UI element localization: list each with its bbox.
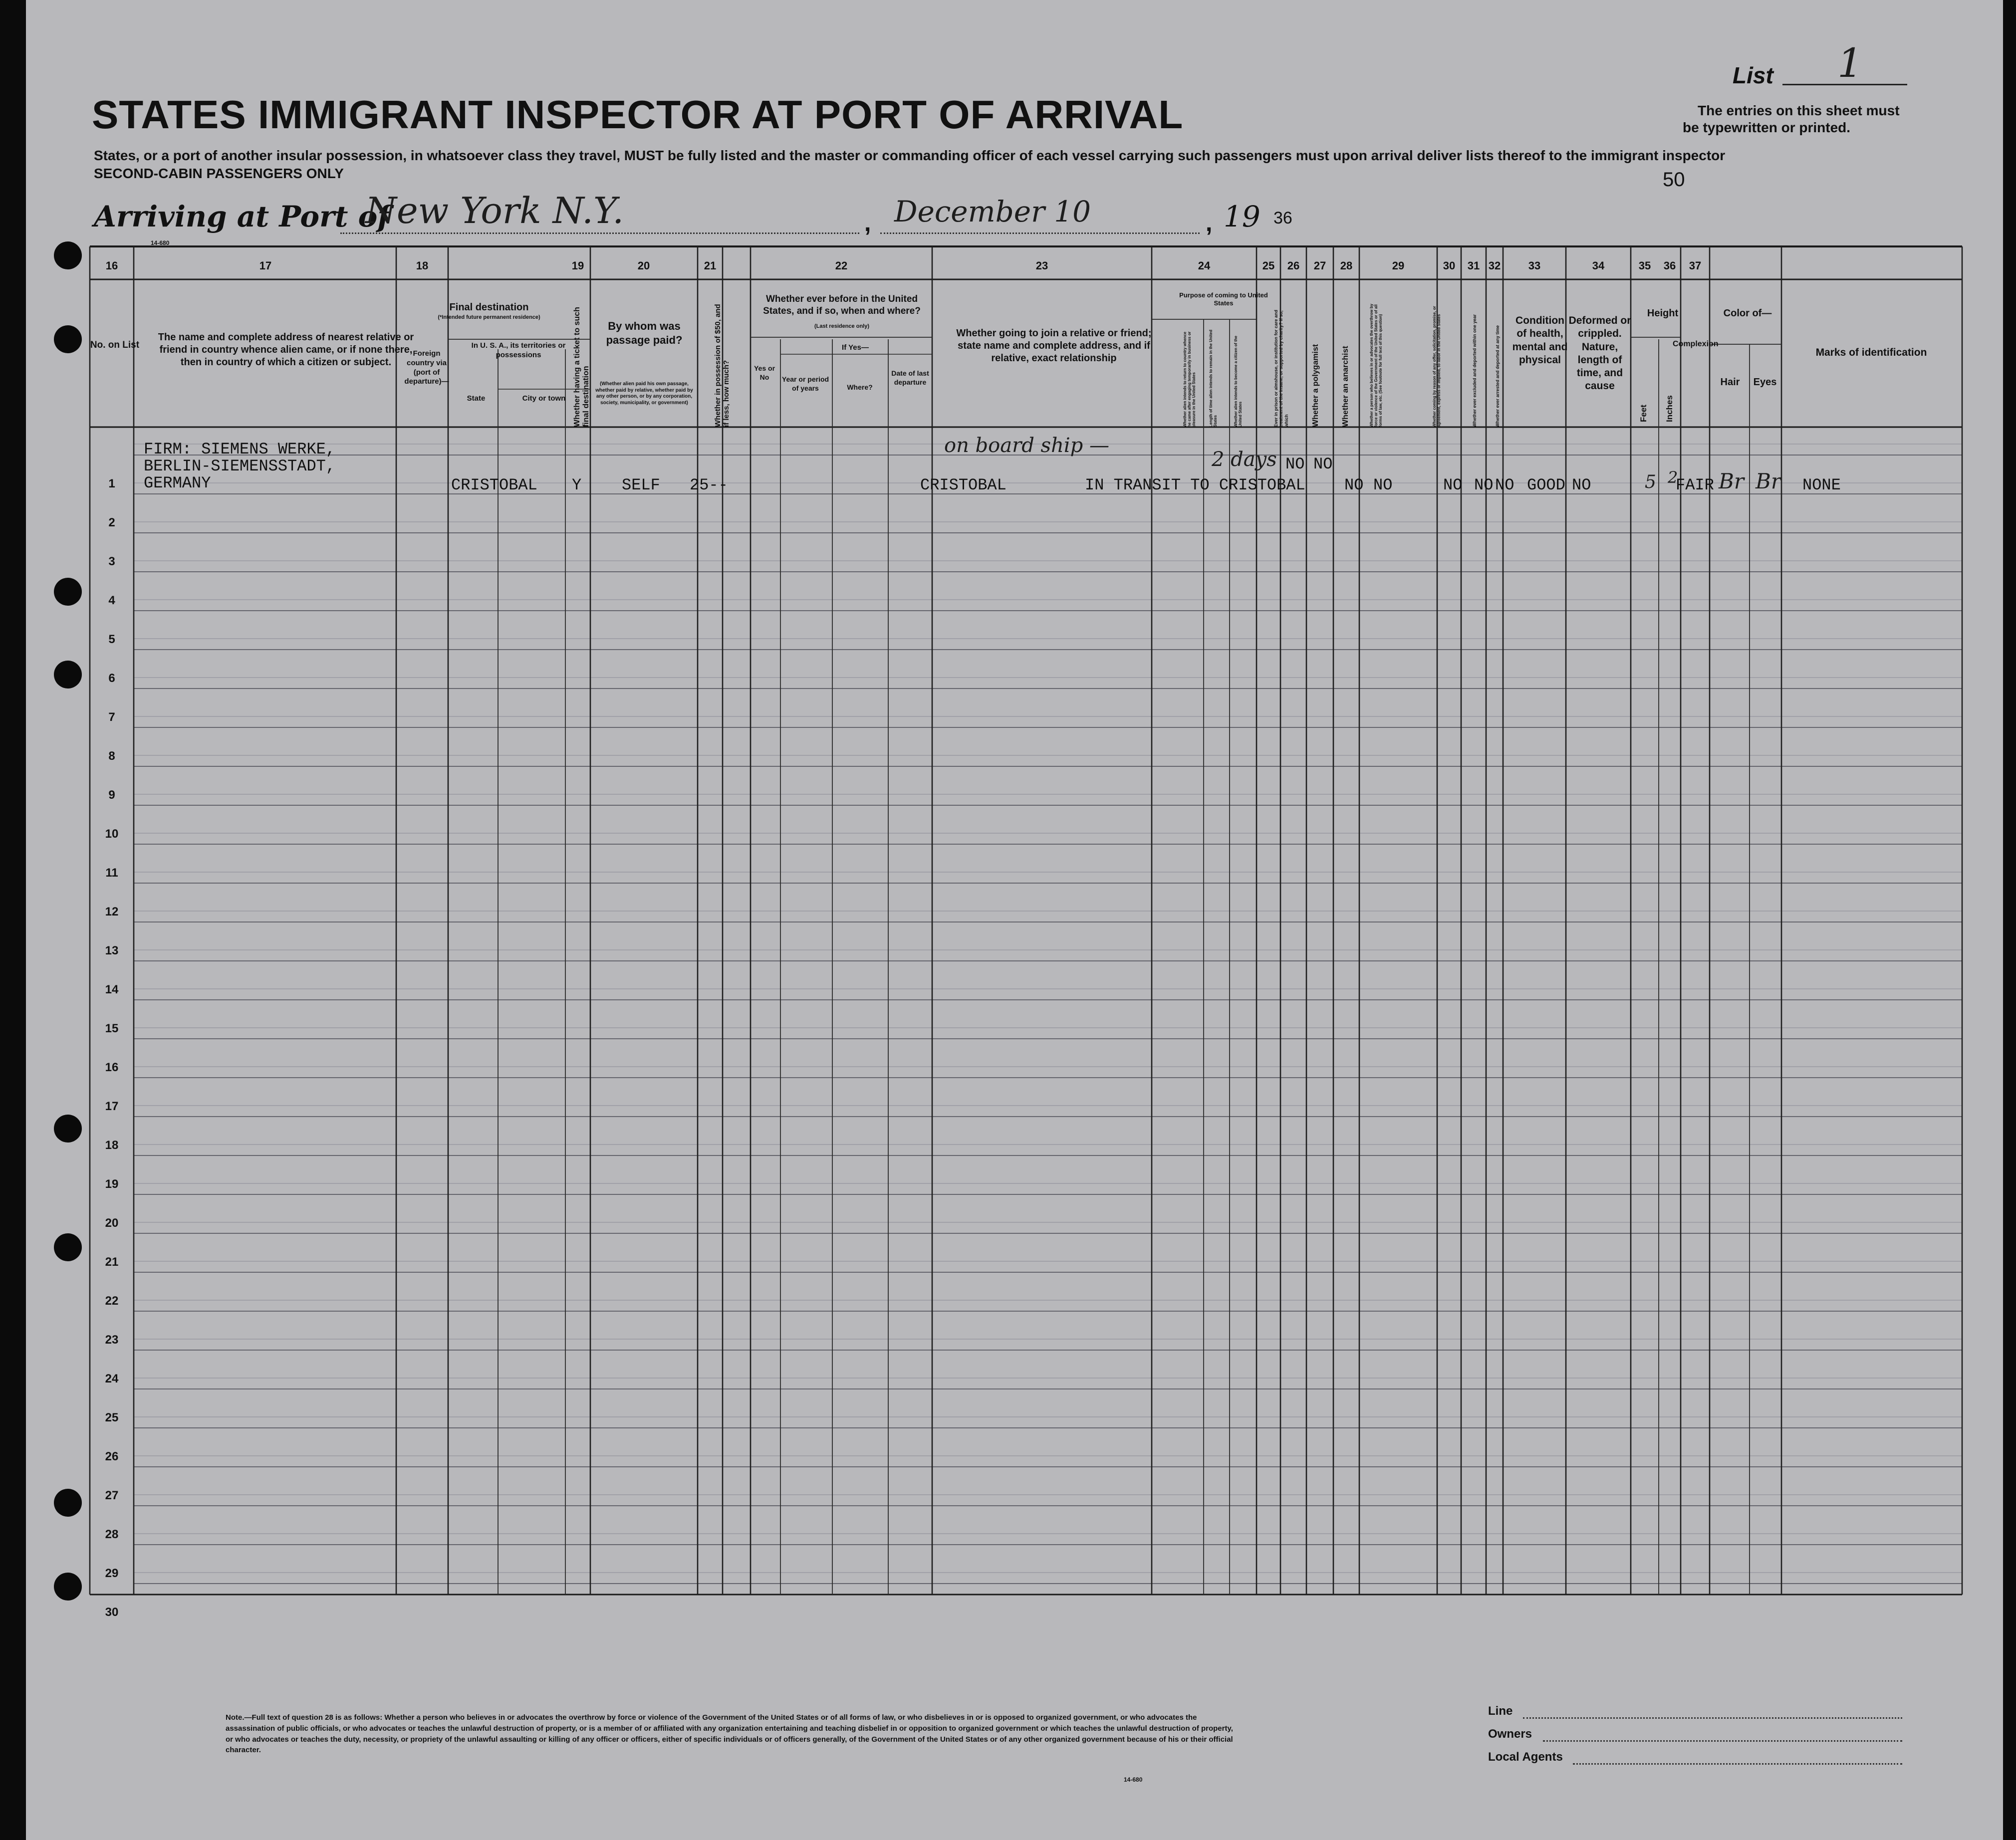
header-in-usa: In U. S. A., its territories or possessions: [471, 341, 566, 359]
header-final-destination-sub: (*Intended future permanent residence): [438, 314, 540, 320]
column-number: 31: [1467, 259, 1480, 272]
header-arrested: Whether ever arrested and deported at any time: [1495, 325, 1500, 427]
row-number: 8: [108, 749, 115, 763]
row-number: 19: [105, 1177, 119, 1191]
row-number: 1: [108, 477, 115, 490]
column-number: 19: [571, 259, 584, 272]
header-prison: Ever in prison or almshouse, or institution for care and treatment of the insane, or supported by charity? If so, which: [1273, 309, 1289, 427]
entry-relative-line1: FIRM: SIEMENS WERKE,: [144, 440, 336, 459]
header-city: City or town: [522, 394, 566, 403]
column-number: 34: [1592, 259, 1605, 272]
row-number: 16: [105, 1061, 119, 1074]
entry-city: CRISTOBAL: [451, 476, 537, 494]
footer-line-rule: [1523, 1717, 1902, 1719]
row-number: 23: [105, 1333, 119, 1347]
column-number: 25: [1262, 259, 1275, 272]
header-inches: Inches: [1665, 395, 1674, 422]
binder-hole: [54, 578, 82, 606]
binder-hole: [54, 1573, 82, 1601]
row-number: 3: [108, 555, 115, 568]
row-number: 20: [105, 1216, 119, 1230]
row-number: 10: [105, 827, 119, 841]
row-number: 5: [108, 633, 115, 646]
header-by-whom: By whom was passage paid?: [606, 320, 683, 346]
column-number: 30: [1443, 259, 1456, 272]
row-number: 4: [108, 594, 115, 607]
entry-polygamist: NO: [1313, 455, 1333, 473]
year-suffix: 36: [1273, 209, 1292, 228]
column-number: 28: [1340, 259, 1353, 272]
column-number: 17: [259, 259, 272, 272]
stamp-number: 50: [1663, 169, 1685, 191]
column-number: 29: [1392, 259, 1405, 272]
footer-line-label: Line: [1488, 1704, 1513, 1718]
row-number: 9: [108, 788, 115, 802]
header-ticket: Whether having a ticket to such final destination: [573, 307, 591, 427]
header-marks: Marks of identification: [1815, 347, 1927, 358]
header-purpose-a: Whether alien intends to return to country whence he came after engaging temporarily in business or pleasure in the United States: [1183, 331, 1197, 427]
header-anarchist: Whether an anarchist: [1341, 346, 1350, 427]
binder-hole: [54, 241, 82, 269]
header-height: Height: [1647, 308, 1679, 319]
row-number: 14: [105, 983, 119, 996]
header-no-on-list: No. on List: [90, 340, 140, 350]
header-excluded: Whether ever excluded and deported within one year: [1472, 314, 1477, 427]
footer-agents-rule: [1573, 1763, 1902, 1765]
row-number: 12: [105, 905, 119, 919]
arriving-label: Arriving at Port of: [94, 200, 390, 233]
header-eyes: Eyes: [1753, 377, 1777, 388]
header-condition: Condition of health, mental and physical: [1512, 315, 1568, 366]
column-number: 22: [835, 259, 848, 272]
entry-marks: NONE: [1802, 476, 1841, 494]
row-number: 11: [105, 866, 118, 880]
row-number: 26: [105, 1450, 119, 1463]
header-year-period: Year or period of years: [781, 375, 829, 392]
column-number: 36: [1663, 259, 1676, 272]
header-ever-before-sub: (Last residence only): [814, 323, 870, 329]
entry-eyes: Br: [1756, 469, 1781, 493]
entry-inches: 2: [1668, 468, 1678, 487]
entry-relative-line3: GERMANY: [144, 474, 211, 492]
row-number: 15: [105, 1022, 119, 1035]
footnote: Note.—Full text of question 28 is as follows: Whether a person who believes in or advocates the overthrow by force or violence of the Government of the United States or of all forms of law, or who disbelieves in or is opposed to organized government, or who advocates the assassination of public officials, or who advocates or teaches the unlawful destruction of property, or is a member of or affiliated with any organization entertaining and teaching disbelief in or opposition to organized government or which teaches the unlawful destruction of property, or who advocates or teaches the duty, necessity, or propriety of the unlawful assaulting or killing of any officer or officers, either of specific individuals or of officers generally, of the Government of the United States or of any other organized government because of his or their official character.: [226, 1713, 1233, 1755]
instructions: States, or a port of another insular possession, in whatsoever class they travel, MUST be fully listed and the master or commanding officer of each vessel carrying such passengers must upon arrival deliver lists thereof to the immigrant inspector: [94, 148, 1726, 163]
row-number: 29: [105, 1567, 119, 1580]
entry-excluded: NO: [1474, 476, 1494, 494]
row-number: 28: [105, 1528, 119, 1541]
row-number: 17: [105, 1100, 119, 1113]
header-by-whom-sub: (Whether alien paid his own passage, whether paid by relative, whether paid by any other person, or by any corporation, society, municipality, or government): [595, 381, 693, 406]
header-offer: Whether coming by reason of any offer, solicitation, promise, or agreement, express or implied, to labor in the United States: [1432, 306, 1442, 427]
year-prefix: 19: [1224, 200, 1260, 233]
header-polygamist: Whether a polygamist: [1311, 344, 1320, 427]
binder-hole: [54, 1115, 82, 1143]
port-line: [340, 232, 859, 234]
header-purpose-c: Whether alien intends to become a citizen of the United States: [1234, 335, 1243, 427]
header-purpose: Purpose of coming to United States: [1179, 291, 1268, 307]
entry-stay-handwritten: 2 days: [1212, 448, 1277, 471]
header-joining: Whether going to join a relative or friend; state name and complete address, and if relative, exact relationship: [956, 328, 1152, 364]
entry-joining: CRISTOBAL: [920, 476, 1007, 494]
entry-note-handwritten: on board ship —: [944, 434, 1109, 457]
row-number: 24: [105, 1372, 119, 1385]
row-number: 18: [105, 1139, 119, 1152]
column-number: 16: [105, 259, 118, 272]
binder-hole: [54, 1489, 82, 1517]
list-label: List: [1733, 62, 1773, 88]
column-number: 33: [1528, 259, 1541, 272]
column-number: 18: [416, 259, 429, 272]
header-feet: Feet: [1639, 405, 1648, 422]
sheet-must-note: The entries on this sheet must: [1698, 103, 1900, 118]
entry-hair: Br: [1719, 469, 1744, 493]
entry-offer: NO: [1443, 476, 1463, 494]
entry-deformed: NO: [1572, 476, 1591, 494]
entry-anarchist: NO: [1344, 476, 1364, 494]
list-number: 1: [1837, 40, 1863, 86]
date-value: December 10: [894, 195, 1091, 229]
footer-owners-label: Owners: [1488, 1727, 1532, 1741]
header-deformed: Deformed or crippled. Nature, length of time, and cause: [1568, 315, 1631, 392]
binder-hole: [54, 1233, 82, 1261]
entry-transit: IN TRANSIT TO CRISTOBAL: [1085, 476, 1305, 494]
header-purpose-b: Length of time alien intends to remain in the United States: [1209, 329, 1218, 427]
footer-owners-rule: [1543, 1740, 1902, 1742]
column-number: 35: [1638, 259, 1651, 272]
header-date-departure: Date of last departure: [891, 369, 929, 386]
cabin-class: SECOND-CABIN PASSENGERS ONLY: [94, 166, 344, 181]
row-number: 7: [108, 710, 115, 724]
column-number: 37: [1689, 259, 1702, 272]
entry-complexion: FAIR: [1676, 476, 1714, 494]
form-title: STATES IMMIGRANT INSPECTOR AT PORT OF ARRIVAL: [92, 92, 1184, 137]
column-number: 20: [637, 259, 650, 272]
header-complexion: Complexion: [1673, 340, 1719, 348]
entry-arrested: NO: [1495, 476, 1514, 494]
row-number: 21: [105, 1255, 119, 1269]
header-foreign-country: Foreign country via (port of departure)—: [404, 349, 449, 386]
header-yes-no: Yes or No: [754, 364, 775, 381]
date-line: [880, 232, 1200, 234]
comma-1: ,: [864, 210, 871, 236]
header-state: State: [467, 394, 486, 403]
header-ever-before: Whether ever before in the United States, and if so, when and where?: [763, 294, 921, 316]
header-final-destination: Final destination: [449, 302, 529, 313]
column-number: 27: [1313, 259, 1326, 272]
header-if-yes: If Yes—: [842, 343, 869, 352]
row-number: 6: [108, 672, 115, 685]
column-number: 23: [1035, 259, 1048, 272]
sheet-typewritten-note: be typewritten or printed.: [1683, 120, 1851, 135]
entry-relative-line2: BERLIN-SIEMENSSTADT,: [144, 457, 336, 475]
row-number: 13: [105, 944, 119, 957]
footer-agents-label: Local Agents: [1488, 1750, 1563, 1764]
port-value: New York N.Y.: [365, 190, 624, 231]
row-number: 2: [108, 516, 115, 529]
table-grid: [26, 0, 2003, 1840]
manifest-sheet: [26, 0, 2003, 1840]
entry-feet: 5: [1645, 472, 1656, 492]
comma-2: ,: [1206, 210, 1213, 236]
entry-overthrow: NO: [1373, 476, 1393, 494]
entry-prison: NO: [1285, 455, 1305, 473]
column-number: 21: [704, 259, 717, 272]
entry-condition: GOOD: [1527, 476, 1565, 494]
footer-code: 14-680: [1124, 1776, 1143, 1783]
header-where: Where?: [847, 383, 873, 391]
header-color-of: Color of—: [1723, 308, 1772, 319]
entry-ticket: Y: [572, 476, 582, 494]
column-number: 26: [1287, 259, 1300, 272]
header-overthrow: Whether a person who believes in or advocates the overthrow by force or violence of the Government of the United States or of all forms of law, etc. (See footnote for full text of this question): [1369, 303, 1383, 427]
entry-money: 25--: [690, 476, 728, 494]
column-number: 24: [1198, 259, 1211, 272]
header-money: Whether in possession of $50, and if less, how much?: [714, 304, 731, 427]
form-code-top: 14-680: [151, 239, 170, 246]
row-number: 25: [105, 1411, 119, 1424]
column-number: 32: [1488, 259, 1501, 272]
entry-paid-by: SELF: [622, 476, 660, 494]
row-number: 27: [105, 1489, 119, 1502]
header-hair: Hair: [1720, 377, 1740, 388]
row-number: 22: [105, 1294, 119, 1308]
row-number: 30: [105, 1606, 119, 1619]
header-nearest-relative: The name and complete address of nearest relative or friend in country whence alien came, or if none there, then in country of which a citizen or subject.: [158, 332, 414, 368]
binder-hole: [54, 325, 82, 353]
binder-hole: [54, 661, 82, 689]
